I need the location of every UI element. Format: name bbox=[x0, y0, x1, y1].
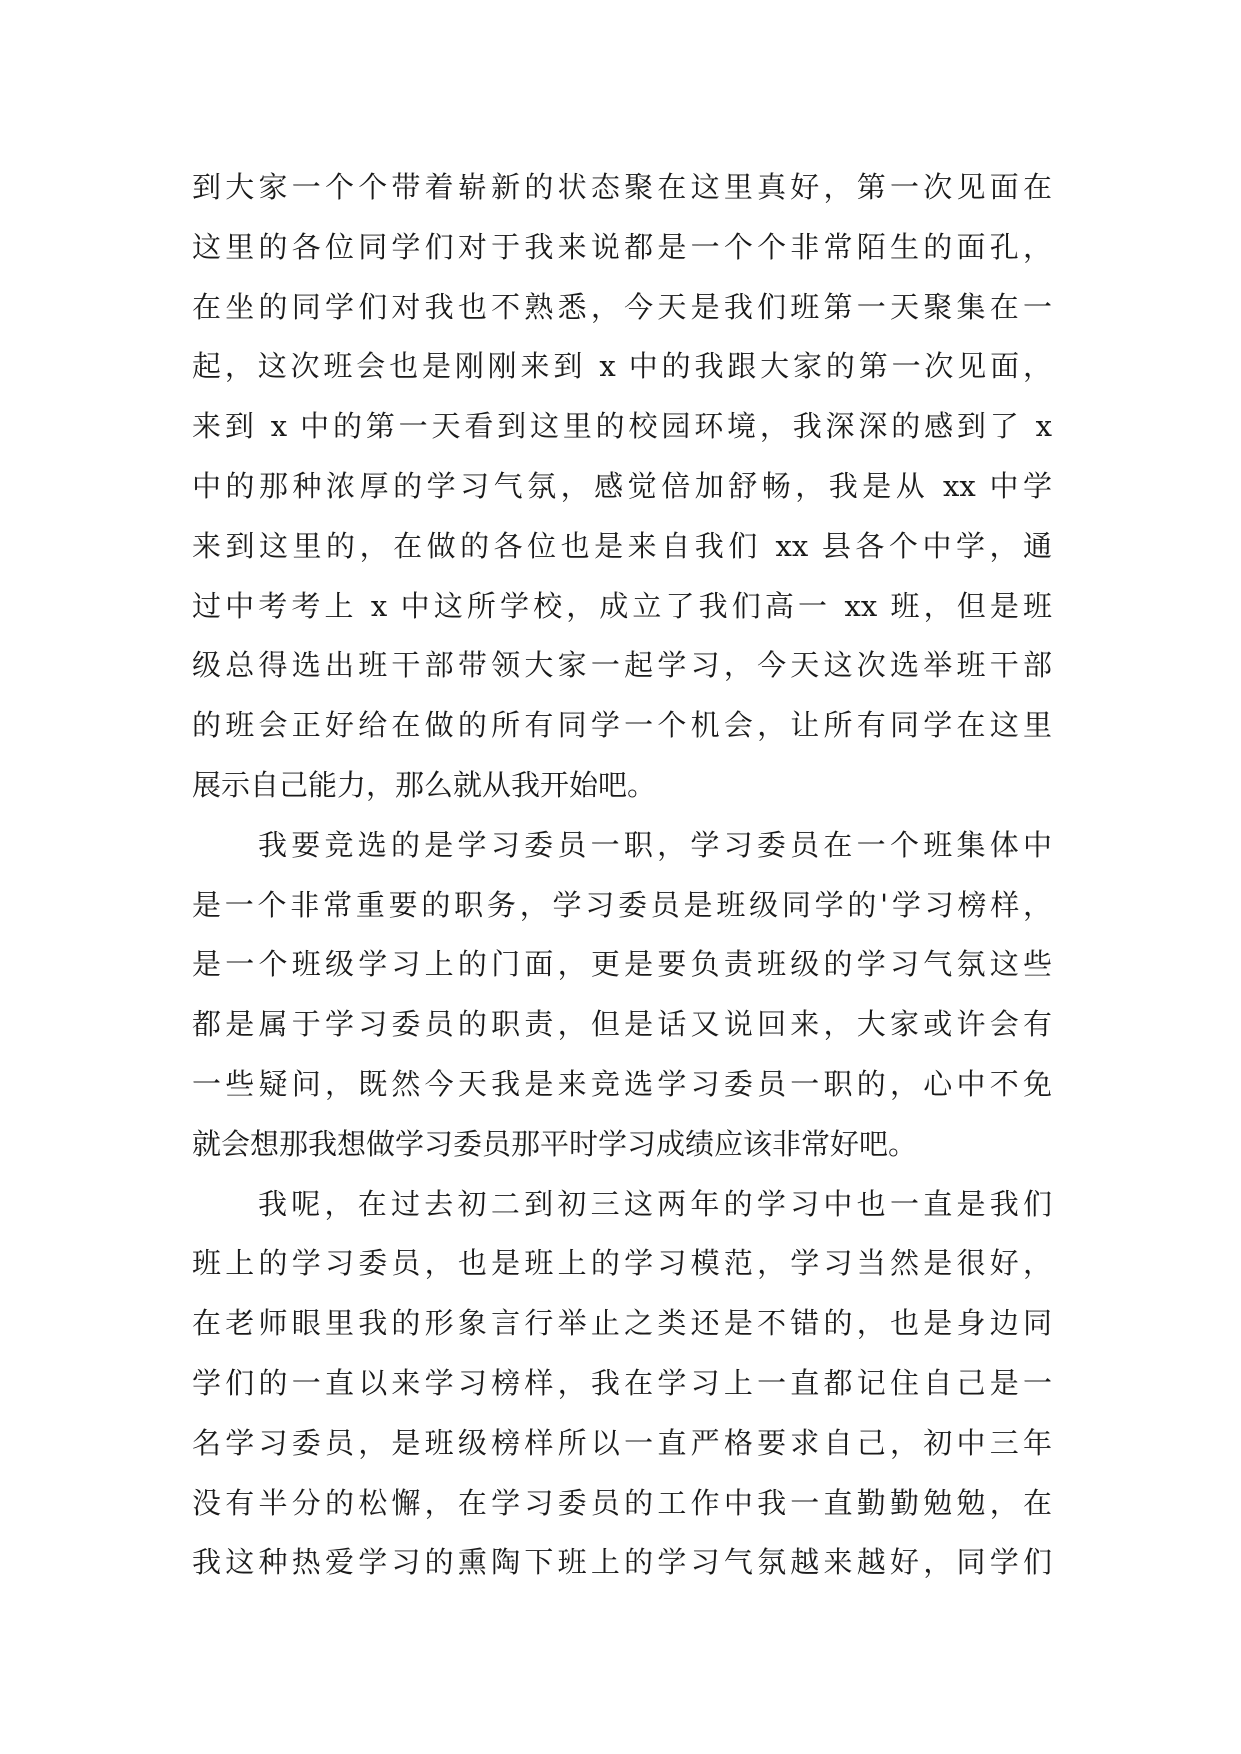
text-line: 来到 x 中的第一天看到这里的校园环境，我深深的感到了 x bbox=[192, 409, 1052, 444]
text-line: 来到这里的，在做的各位也是来自我们 xx 县各个中学，通 bbox=[192, 528, 1052, 563]
text-line: 的班会正好给在做的所有同学一个机会，让所有同学在这里 bbox=[192, 708, 1052, 743]
text-line: 是一个非常重要的职务，学习委员是班级同学的'学习榜样， bbox=[192, 887, 1052, 922]
text-line: 都是属于学习委员的职责，但是话又说回来，大家或许会有 bbox=[192, 1007, 1052, 1042]
document-body bbox=[192, 158, 1052, 1593]
paragraph-3 bbox=[192, 1175, 1052, 1594]
text-line: 我呢，在过去初二到初三这两年的学习中也一直是我们 bbox=[258, 1186, 1052, 1221]
text-line: 学们的一直以来学习榜样，我在学习上一直都记住自己是一 bbox=[192, 1365, 1052, 1400]
paragraph-1 bbox=[192, 158, 1052, 816]
text-line: 展示自己能力，那么就从我开始吧。 bbox=[192, 767, 657, 802]
paragraph-2 bbox=[192, 816, 1052, 1175]
text-line: 在坐的同学们对我也不熟悉，今天是我们班第一天聚集在一 bbox=[192, 289, 1052, 324]
text-line: 到大家一个个带着崭新的状态聚在这里真好，第一次见面在 bbox=[192, 170, 1052, 204]
text-line: 没有半分的松懈，在学习委员的工作中我一直勤勤勉勉，在 bbox=[192, 1485, 1052, 1520]
text-line: 一些疑问，既然今天我是来竞选学习委员一职的，心中不免 bbox=[192, 1066, 1052, 1101]
text-line: 名学习委员，是班级榜样所以一直严格要求自己，初中三年 bbox=[192, 1425, 1052, 1460]
text-line: 起，这次班会也是刚刚来到 x 中的我跟大家的第一次见面， bbox=[192, 349, 1052, 384]
text-line: 级总得选出班干部带领大家一起学习，今天这次选举班干部 bbox=[192, 648, 1052, 683]
text-line: 中的那种浓厚的学习气氛，感觉倍加舒畅，我是从 xx 中学 bbox=[192, 468, 1052, 503]
text-line: 过中考考上 x 中这所学校，成立了我们高一 xx 班，但是班 bbox=[192, 588, 1052, 623]
text-line: 就会想那我想做学习委员那平时学习成绩应该非常好吧。 bbox=[192, 1126, 918, 1161]
text-line: 在老师眼里我的形象言行举止之类还是不错的，也是身边同 bbox=[192, 1306, 1052, 1341]
text-line: 我这种热爱学习的熏陶下班上的学习气氛越来越好，同学们 bbox=[192, 1545, 1052, 1580]
text-line: 我要竞选的是学习委员一职，学习委员在一个班集体中 bbox=[258, 827, 1052, 862]
text-line: 是一个班级学习上的门面，更是要负责班级的学习气氛这些 bbox=[192, 947, 1052, 982]
text-line: 班上的学习委员，也是班上的学习模范，学习当然是很好， bbox=[192, 1246, 1052, 1281]
text-line: 这里的各位同学们对于我来说都是一个个非常陌生的面孔， bbox=[192, 229, 1052, 264]
